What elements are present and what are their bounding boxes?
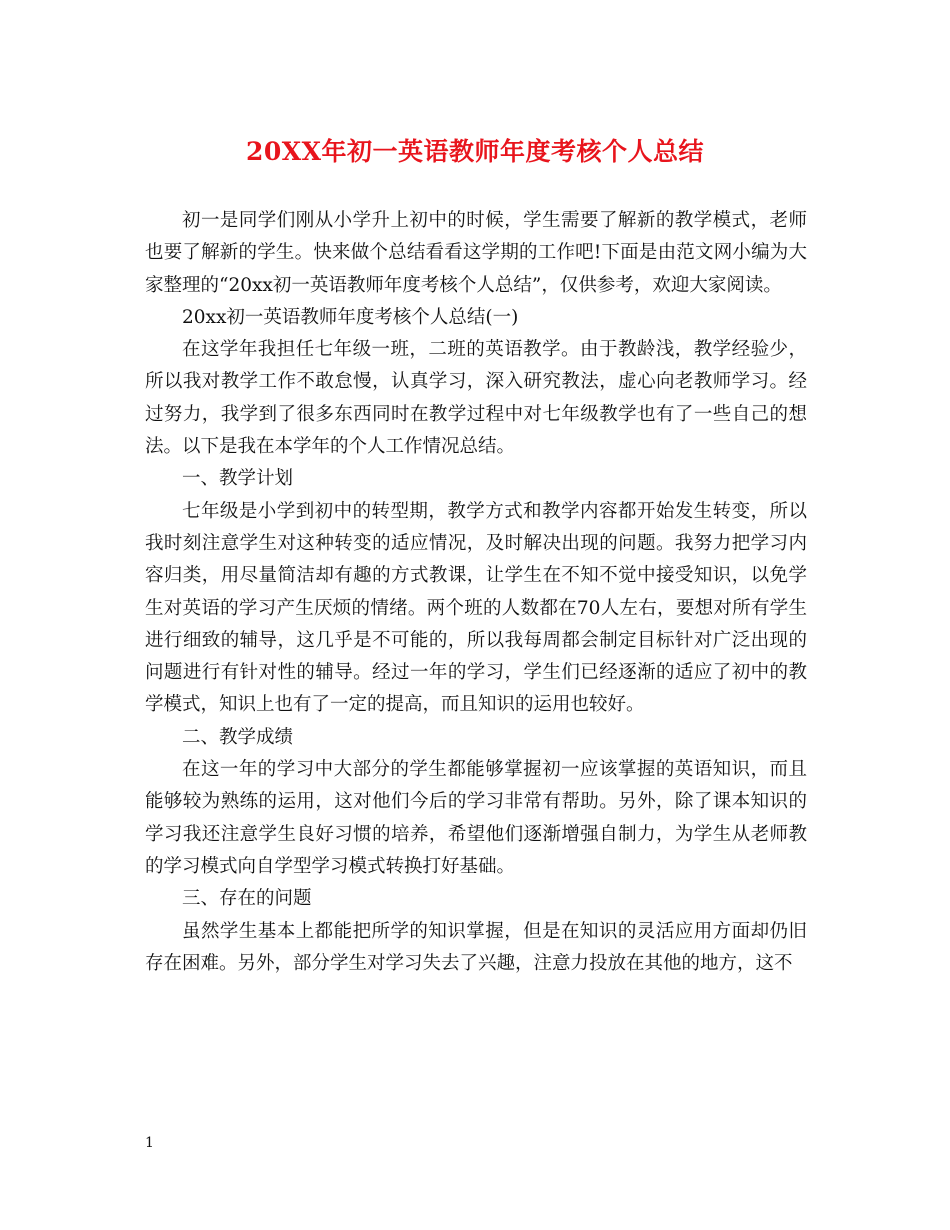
section-heading-problems: 三、存在的问题 <box>182 888 312 910</box>
page-number: 1 <box>145 1135 154 1151</box>
paragraph-overview: 在这学年我担任七年级一班，二班的英语教学。由于教龄浅，教学经验少，所以我对教学工作不敢怠慢，认真学习，深入研究教法，虚心向老教师学习。经过努力，我学到了很多东西同时在教学过程中对七年级教学也有了一些自己的想法。以下是我在本学年的个人工作情况总结。 <box>145 339 807 458</box>
paragraph-subtitle: 20xx初一英语教师年度考核个人总结(一) <box>182 306 519 328</box>
document-body <box>145 205 807 980</box>
section-heading-plan: 一、教学计划 <box>182 468 294 490</box>
paragraph-problems: 虽然学生基本上都能把所学的知识掌握，但是在知识的灵活应用方面却仍旧存在困难。另外，部分学生对学习失去了兴趣，注意力投放在其他的地方，这不 <box>145 920 807 974</box>
paragraph-results: 在这一年的学习中大部分的学生都能够掌握初一应该掌握的英语知识，而且能够较为熟练的运用，这对他们今后的学习非常有帮助。另外，除了课本知识的学习我还注意学生良好习惯的培养，希望他们逐渐增强自制力，为学生从老师教的学习模式向自学型学习模式转换打好基础。 <box>145 759 807 877</box>
section-heading-results: 二、教学成绩 <box>182 726 294 748</box>
paragraph-plan: 七年级是小学到初中的转型期，教学方式和教学内容都开始发生转变，所以我时刻注意学生对这种转变的适应情况，及时解决出现的问题。我努力把学习内容归类，用尽量简洁却有趣的方式教课，让学生在不知不觉中接受知识，以免学生对英语的学习产生厌烦的情绪。两个班的人数都在70人左右，要想对所有学生进行细致的辅导，这几乎是不可能的，所以我每周都会制定目标针对广泛出现的问题进行有针对性的辅导。经过一年的学习，学生们已经逐渐的适应了初中的教学模式，知识上也有了一定的提高，而且知识的运用也较好。 <box>145 500 807 716</box>
paragraph-intro: 初一是同学们刚从小学升上初中的时候，学生需要了解新的教学模式，老师也要了解新的学生。快来做个总结看看这学期的工作吧!下面是由范文网小编为大家整理的“20xx初一英语教师年度考核个人总结”，仅供参考，欢迎大家阅读。 <box>145 210 807 296</box>
document-title: 20XX年初一英语教师年度考核个人总结 <box>245 137 705 166</box>
